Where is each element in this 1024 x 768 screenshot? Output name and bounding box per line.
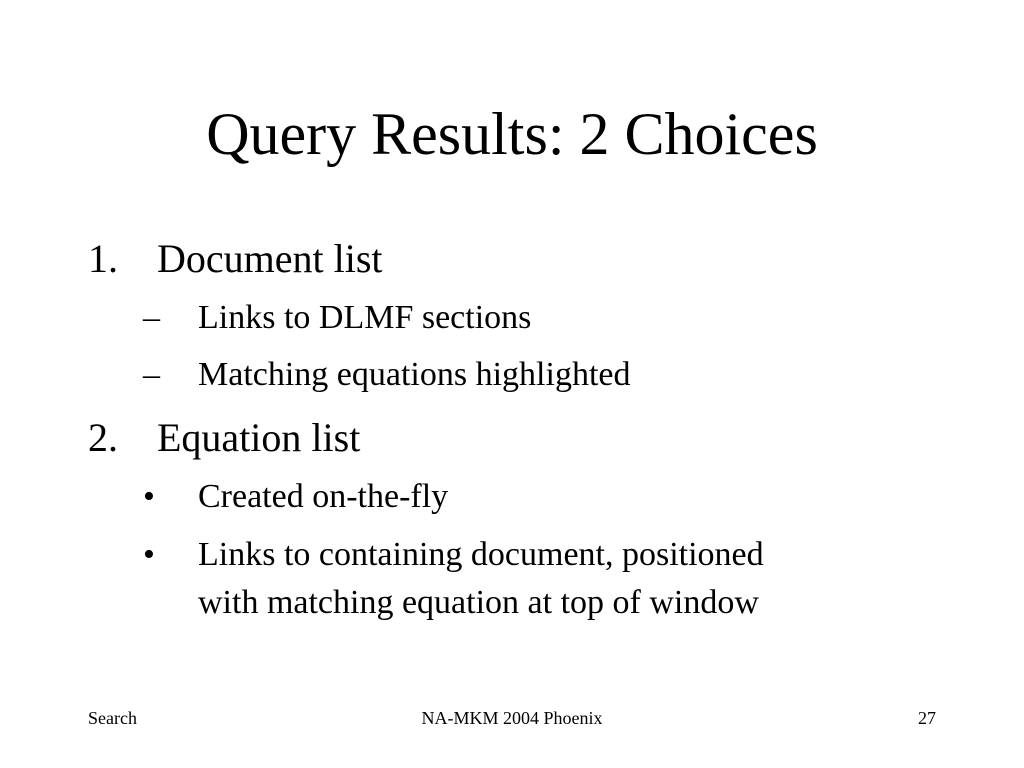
- dash-bullet: –: [143, 299, 160, 336]
- list-subitem-label-line-1: Links to containing document, positioned: [198, 536, 764, 573]
- list-subitem-label: Matching equations highlighted: [198, 356, 631, 393]
- slide-title: Query Results: 2 Choices: [206, 101, 818, 167]
- footer-left-label: Search: [88, 708, 137, 728]
- list-item-label: Document list: [157, 236, 383, 281]
- list-number: 1.: [88, 236, 118, 281]
- list-subitem-links-dlmf: [0, 298, 1024, 338]
- footer-center-label: NA-MKM 2004 Phoenix: [421, 708, 603, 728]
- round-bullet: •: [143, 478, 155, 515]
- list-subitem-links-containing-document: [0, 535, 1024, 623]
- list-item-document-list: [0, 236, 1024, 282]
- list-subitem-label: Created on-the-fly: [198, 478, 449, 515]
- page-number: 27: [918, 708, 936, 728]
- list-subitem-label-line-2: with matching equation at top of window: [198, 584, 759, 621]
- list-subitem-label: Links to DLMF sections: [198, 299, 532, 336]
- dash-bullet: –: [143, 356, 160, 393]
- list-subitem-matching-equations: [0, 355, 1024, 395]
- list-item-equation-list: [0, 415, 1024, 461]
- list-number: 2.: [88, 415, 118, 460]
- round-bullet: •: [143, 536, 155, 573]
- list-subitem-created-on-the-fly: [0, 477, 1024, 517]
- list-item-label: Equation list: [157, 415, 361, 460]
